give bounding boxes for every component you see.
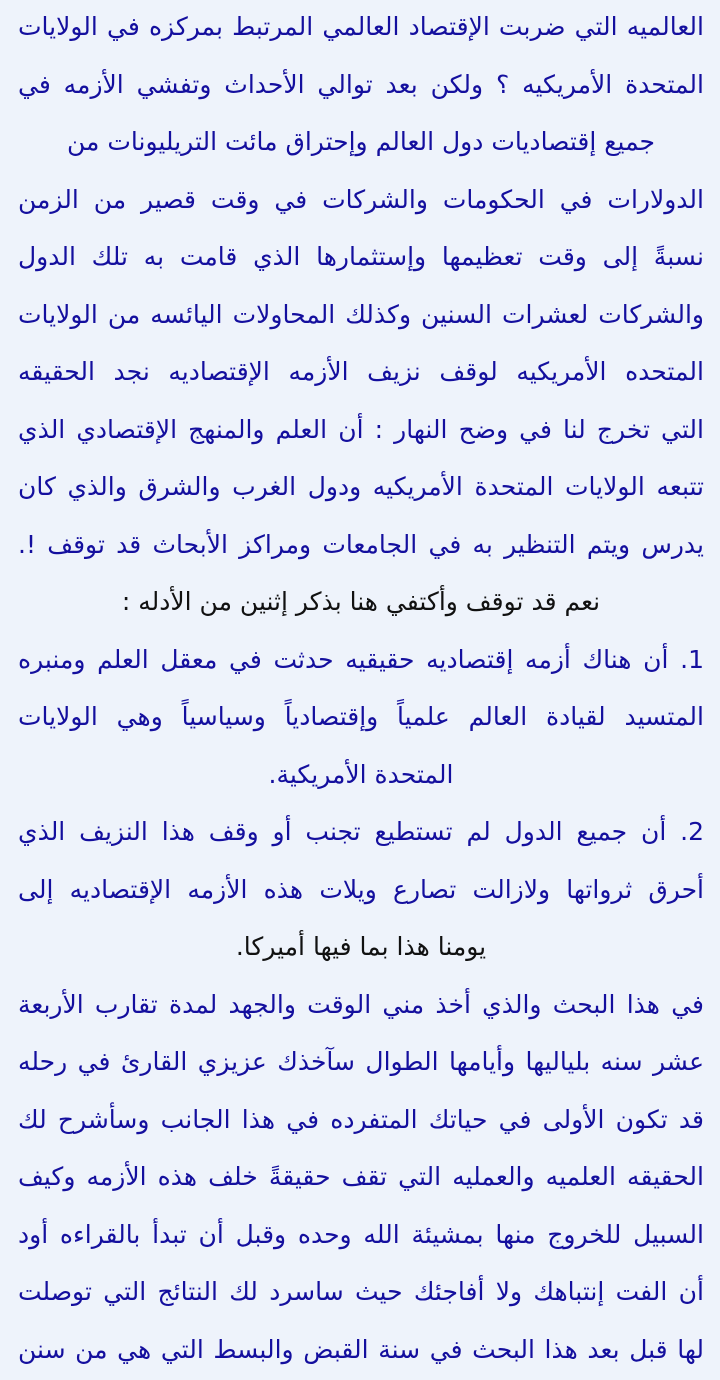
text-line: السبيل للخروج منها بمشيئة الله وحده وقبل أن تبدأ بالقراءه أود	[18, 1219, 704, 1249]
text-line: جميع إقتصاديات دول العالم وإحتراق مائت التريليونات من	[66, 127, 656, 156]
evidence-item-1-line: 1. أن هناك أزمه إقتصاديه حقيقيه حدثت في معقل العلم ومنبره	[18, 644, 704, 674]
text-line: المتحدة الأمريكيه ؟ ولكن بعد توالي الأحداث وتفشي الأزمه في	[18, 69, 704, 99]
text-line: قد تكون الأولى في حياتك المتفرده في هذا الجانب وسأشرح لك	[18, 1104, 704, 1134]
text-line: والشركات لعشرات السنين وكذلك المحاولات اليائسه من الولايات	[18, 299, 704, 329]
evidence-item-1-line: المتحدة الأمريكية.	[268, 759, 454, 789]
evidence-intro-line: نعم قد توقف وأكتفي هنا بذكر إثنين من الأدله :	[121, 587, 601, 616]
text-line: تتبعه الولايات المتحدة الأمريكيه ودول الغرب والشرق والذي كان	[18, 472, 704, 501]
text-line: يدرس ويتم التنظير به في الجامعات ومراكز الأبحاث قد توقف !.	[18, 529, 704, 559]
text-line: الحقيقه العلميه والعمليه التي تقف حقيقةً خلف هذه الأزمه وكيف	[18, 1162, 704, 1191]
text-line: في هذا البحث والذي أخذ مني الوقت والجهد لمدة تقارب الأربعة	[18, 989, 704, 1019]
text-line: الدولارات في الحكومات والشركات في وقت قصير من الزمن	[18, 184, 704, 214]
text-line: العالميه التي ضربت الإقتصاد العالمي المرتبط بمركزه في الولايات	[18, 12, 704, 41]
text-line: أن الفت إنتباهك ولا أفاجئك حيث ساسرد لك النتائج التي توصلت	[18, 1277, 704, 1306]
text-line: عشر سنه بلياليها وأيامها الطوال سآخذك عزيزي القارئ في رحله	[18, 1047, 704, 1076]
text-line: التي تخرج لنا في وضح النهار : أن العلم والمنهج الإقتصادي الذي	[18, 414, 704, 444]
evidence-item-2-line: يومنا هذا بما فيها أميركا.	[235, 932, 487, 961]
evidence-item-2-line: أحرق ثرواتها ولازالت تصارع ويلات هذه الأزمه الإقتصاديه إلى	[18, 874, 704, 904]
evidence-item-2-line: 2. أن جميع الدول لم تستطيع تجنب أو وقف هذا النزيف الذي	[18, 817, 704, 846]
evidence-item-1-line: المتسيد لقيادة العالم علمياً وإقتصادياً وسياسياً وهي الولايات	[18, 702, 704, 731]
text-line: لها قبل بعد هذا البحث في سنة القبض والبسط التي هي من سنن	[18, 1334, 704, 1364]
text-line: المتحده الأمريكيه لوقف نزيف الأزمه الإقتصاديه نجد الحقيقه	[18, 357, 704, 386]
text-line: نسبةً إلى وقت تعظيمها وإستثمارها الذي قامت به تلك الدول	[18, 242, 704, 271]
